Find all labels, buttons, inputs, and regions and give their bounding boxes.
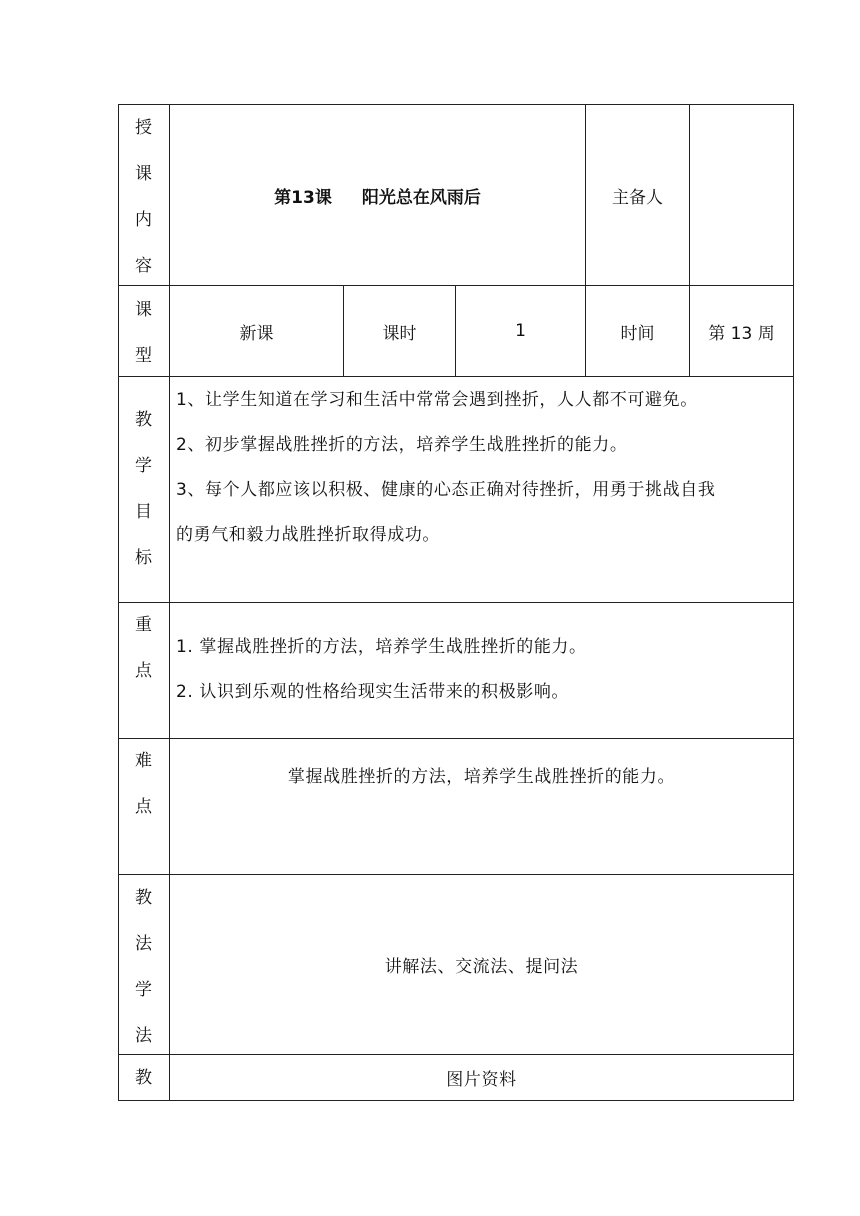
lesson-number: 第13课 <box>274 187 332 208</box>
row-label-teaching-goals <box>118 397 169 581</box>
label-char: 内 <box>135 210 152 230</box>
goal-line: 的勇气和毅力战胜挫折取得成功。 <box>176 525 440 545</box>
label-char: 法 <box>135 934 152 954</box>
row-label-materials <box>118 1055 169 1101</box>
label-char: 容 <box>135 256 152 276</box>
preparer-label: 主备人 <box>612 187 663 208</box>
row-label-lesson-type <box>118 287 169 379</box>
goal-line: 3、每个人都应该以积极、健康的心态正确对待挫折，用勇于挑战自我 <box>176 480 716 500</box>
label-char: 点 <box>135 797 152 817</box>
row-divider-3 <box>118 602 794 603</box>
time-value: 第 13 周 <box>708 323 775 344</box>
label-char: 标 <box>135 548 152 568</box>
row-label-methods <box>118 875 169 1059</box>
goal-line: 1、让学生知道在学习和生活中常常会遇到挫折，人人都不可避免。 <box>176 390 698 410</box>
goal-line: 2、初步掌握战胜挫折的方法，培养学生战胜挫折的能力。 <box>176 435 628 455</box>
row-label-difficulties <box>118 738 169 830</box>
table-border-bottom <box>118 1100 794 1101</box>
preparer-value <box>690 105 793 285</box>
lesson-title <box>170 105 585 285</box>
difficulty-text: 掌握战胜挫折的方法，培养学生战胜挫折的能力。 <box>287 767 676 787</box>
table-border-right <box>793 104 794 1101</box>
label-char: 教 <box>135 1068 152 1088</box>
label-char: 课 <box>135 164 152 184</box>
time-label: 时间 <box>620 323 655 344</box>
label-char: 授 <box>135 118 152 138</box>
row-label-key-points <box>118 602 169 694</box>
label-char: 点 <box>135 661 152 681</box>
key-point-line: 1. 掌握战胜挫折的方法，培养学生战胜挫折的能力。 <box>176 637 587 657</box>
label-char: 教 <box>135 888 152 908</box>
class-hours-value: 1 <box>515 321 526 341</box>
row-divider-2 <box>118 376 794 377</box>
label-char: 型 <box>135 346 152 366</box>
key-points <box>176 625 788 715</box>
label-char: 重 <box>135 615 152 635</box>
key-point-line: 2. 认识到乐观的性格给现实生活带来的积极影响。 <box>176 682 570 702</box>
methods-text: 讲解法、交流法、提问法 <box>384 957 579 977</box>
label-char: 学 <box>135 980 152 1000</box>
label-char: 教 <box>135 410 152 430</box>
lesson-type-value: 新课 <box>239 323 274 344</box>
teaching-goals <box>176 378 788 558</box>
row-label-teaching-content <box>118 105 169 289</box>
label-char: 目 <box>135 502 152 522</box>
label-char: 法 <box>135 1026 152 1046</box>
label-char: 课 <box>135 300 152 320</box>
lesson-name: 阳光总在风雨后 <box>361 187 481 208</box>
label-char: 难 <box>135 751 152 771</box>
class-hours-label: 课时 <box>382 323 417 344</box>
label-char: 学 <box>135 456 152 476</box>
row-divider-4 <box>118 738 794 739</box>
materials-text: 图片资料 <box>446 1070 517 1090</box>
